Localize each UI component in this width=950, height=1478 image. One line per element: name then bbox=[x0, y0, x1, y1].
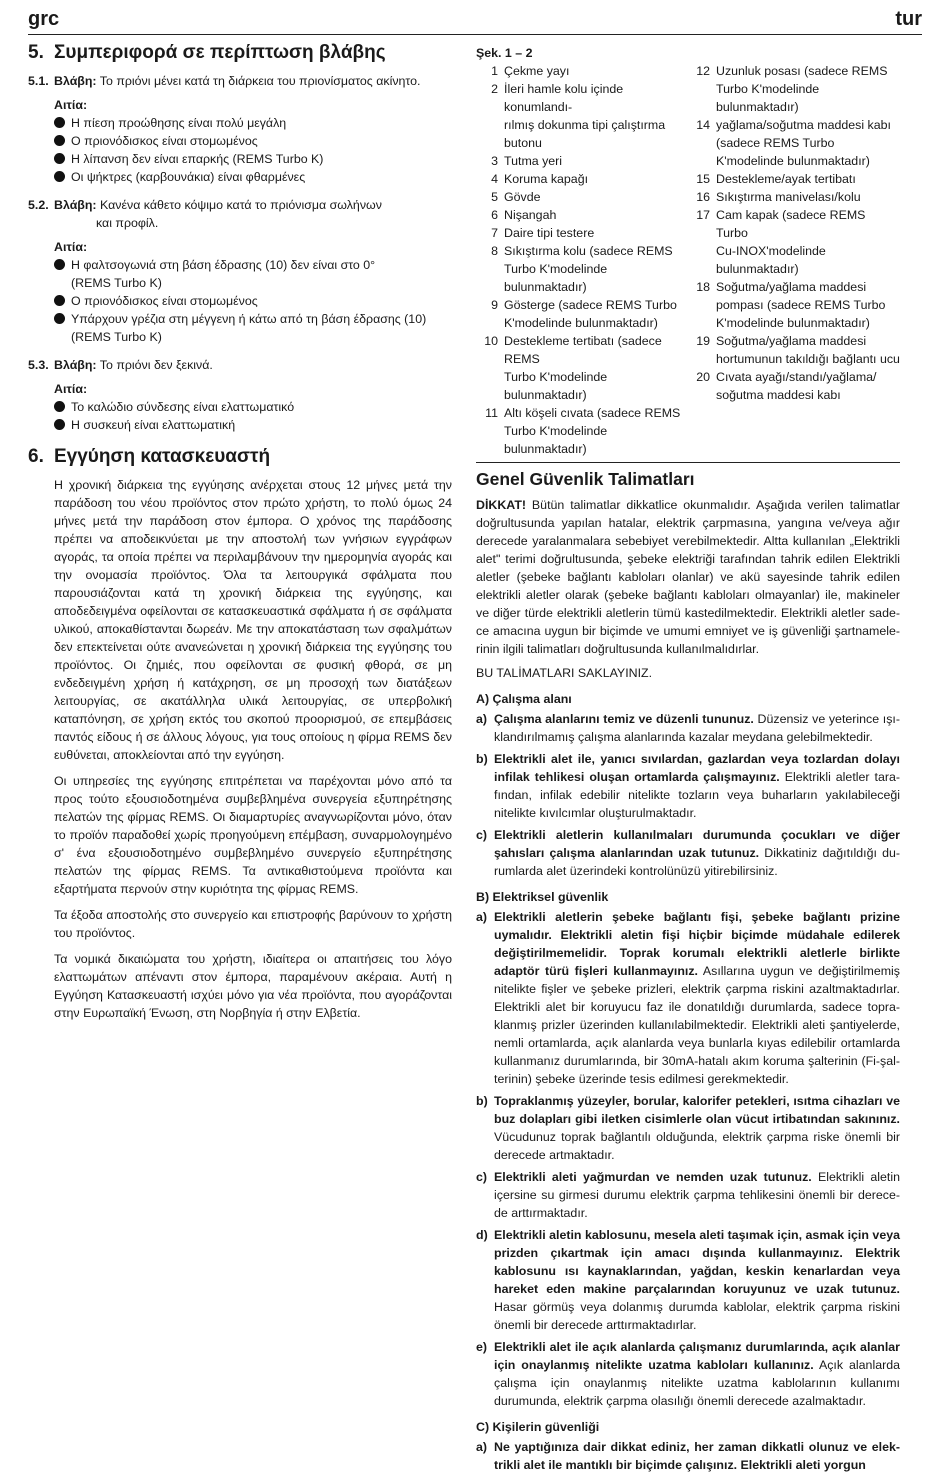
legend-item: 2 İleri hamle kolu içinde konumlandı- bbox=[491, 82, 624, 114]
legend-item: Cu-INOX'modelinde bulunmaktadır) bbox=[716, 244, 826, 276]
list-item: Οι ψήκτρες (καρβουνάκια) είναι φθαρμένες bbox=[54, 168, 452, 186]
legend-item: 19 Soğutma/yağlama maddesi bbox=[696, 334, 867, 348]
cause-list-5-1 bbox=[28, 114, 452, 186]
language-code-right: tur bbox=[895, 8, 922, 30]
save-instructions-note: BU TALİMATLARI SAKLAYINIZ. bbox=[476, 666, 653, 680]
legend-item: pompası (sadece REMS Turbo bbox=[716, 298, 886, 312]
safety-title: Genel Güvenlik Talimatları bbox=[476, 469, 695, 489]
legend-item: 17 Cam kapak (sadece REMS Turbo bbox=[696, 208, 866, 240]
figure-legend bbox=[476, 62, 900, 458]
legend-item: 1 Çekme yayı bbox=[491, 64, 570, 78]
legend-item: 10 Destekleme tertibatı (sadece REMS bbox=[484, 334, 662, 366]
figure-legend-title: Şek. 1 – 2 bbox=[476, 46, 533, 60]
page-header bbox=[28, 8, 922, 34]
fault-5-3: 5.3. Βλάβη: Το πριόνι δεν ξεκινά. bbox=[28, 358, 213, 372]
legend-item: 11 Altı köşeli cıvata (sadece REMS bbox=[485, 406, 681, 420]
list-item: Το καλώδιο σύνδεσης είναι ελαττωματικό bbox=[54, 398, 452, 416]
cause-label: Αιτία: bbox=[54, 382, 88, 396]
legend-column-right bbox=[688, 62, 900, 458]
safety-section-title: C) Kişilerin güvenliği bbox=[476, 1420, 600, 1434]
legend-item: 8 Sıkıştırma kolu (sadece REMS bbox=[491, 244, 673, 258]
legend-item: 7 Daire tipi testere bbox=[491, 226, 595, 240]
legend-item: 4 Koruma kapağı bbox=[491, 172, 589, 186]
legend-item: 9 Gösterge (sadece REMS Turbo bbox=[491, 298, 677, 312]
bullet-icon bbox=[54, 153, 65, 164]
legend-item: 18 Soğutma/yağlama maddesi bbox=[696, 280, 867, 294]
safety-item: a) Çalışma alanlarını temiz ve düzenli tununuz. Düzensiz ve yeterince ışı-klandırılmamış çalışma alanlarında kazalar meydana gelebilmektedir. bbox=[476, 712, 900, 744]
bullet-icon bbox=[54, 419, 65, 430]
fault-5-1: 5.1. Βλάβη: Το πριόνι μένει κατά τη διάρκεια του πριονίσματος ακίνητο. bbox=[28, 74, 421, 88]
list-item: Η φαλτσογωνιά στη βάση έδρασης (10) δεν είναι στο 0° (REMS Turbo K) bbox=[54, 256, 452, 292]
safety-item: a) Ne yaptığınıza dair dikkat ediniz, her zaman dikkatli olunuz ve elek-trikli alet ile mantıklı bir biçimde çalışınız. Elektrikli aleti yorgun bbox=[476, 1440, 900, 1472]
language-code-left: grc bbox=[28, 8, 60, 30]
legend-item: rılmış dokunma tipi çalıştırma butonu bbox=[504, 118, 666, 150]
legend-item: Turbo K'modelinde bulunmaktadır) bbox=[504, 424, 608, 456]
warranty-paragraph: Τα νομικά δικαιώματα του χρήστη, ιδιαίτερα οι απαιτήσεις του λόγο ελαττωμάτων απέναντι στον έμπορα, παραμένουν ακέραια. Αυτή η Εγγύηση Κατασκευαστή ισχύει μόνο για νέα προϊόντα, που αγοράζονται στην Ευρωπαϊκή Ένωση, στη Νορβηγία ή στην Ελβετία. bbox=[54, 952, 452, 1020]
fault-5-2: 5.2. Βλάβη: Κανένα κάθετο κόψιμο κατά το πριόνισμα σωλήνων και προφίλ. bbox=[28, 198, 382, 230]
bullet-icon bbox=[54, 117, 65, 128]
bullet-icon bbox=[54, 259, 65, 270]
bullet-icon bbox=[54, 401, 65, 412]
bullet-icon bbox=[54, 313, 65, 324]
safety-item: b) Topraklanmış yüzeyler, borular, kalorifer petekleri, ısıtma cihazları ve buz dolapları gibi iletken cisimlerle olan vücut irtibatından sakınınız. Vücudunuz toprak bağlantılı olduğunda, elektrik çarpma riske önemli bir derecede artmaktadır. bbox=[476, 1094, 900, 1162]
cause-label: Αιτία: bbox=[54, 240, 88, 254]
list-item: Υπάρχουν γρέζια στη μέγγενη ή κάτω από τη βάση έδρασης (10) (REMS Turbo K) bbox=[54, 310, 452, 346]
list-item: Ο πριονόδισκος είναι στομωμένος bbox=[54, 292, 452, 310]
safety-section-title: A) Çalışma alanı bbox=[476, 692, 572, 706]
list-item: Η πίεση προώθησης είναι πολύ μεγάλη bbox=[54, 114, 452, 132]
safety-item: b) Elektrikli alet ile, yanıcı sıvılardan, gazlardan veya tozlardan dolayı infilak tehlikesi oluşan ortamlarda çalışmayınız. Elektrikli aletler tara-fından, infilak edebilir nitelikte tozların veya buharların yakılabileceği nitelikte kıvılcımlar oluşturulmaktadır. bbox=[476, 752, 900, 820]
bullet-icon bbox=[54, 171, 65, 182]
warranty-paragraph: Τα έξοδα αποστολής στο συνεργείο και επιστροφής βαρύνουν το χρήστη του προϊόντος. bbox=[54, 908, 452, 940]
warranty-paragraph: Οι υπηρεσίες της εγγύησης επιτρέπεται να παρέχονται μόνο από τα προς τούτο εξουσιοδοτημένα συμβεβλημένα συνεργεία εξυπηρέτησης πελατών της φίρμας REMS. Οι διαμαρτυρίες αναγνωρίζονται μόνο, όταν το προϊόν παραδοθεί χωρίς προηγούμενη επέμβαση, συναρμολογημένο σ' ένα εξουσιοδοτημένο συμβεβλημένο συνεργείο εξυπηρέτησης πελατών της φίρμας REMS. Τα αντικαθιστούμενα προϊόντα και εξαρτήματα περνούν στην κυριότητα της φίρμας REMS. bbox=[54, 774, 452, 896]
cause-list-5-3 bbox=[28, 398, 452, 434]
legend-item: soğutma maddesi kabı bbox=[716, 388, 841, 402]
list-item: Ο πριονόδισκος είναι στομωμένος bbox=[54, 132, 452, 150]
safety-intro: DİKKAT! Bütün talimatlar dikkatlice okunmalıdır. Aşağıda verilen talimatlar doğrultusunda yapılan hatalar, elektrik çarpmasına, yangına ve/veya ağır derecede yaralanmalara sebebiyet verebilmektedir. Altta kullanılan „Elektrikli alet" terimi doğrultusunda, şebeke elektriği tarafından tahrik edilen Elektrikli aletler (şebeke bağlantı kabloları olanlar) ve akü sayesinde tahrik edilen elektrikli aletler olarak (şebeke bağlantı kabloları olmayanlar) ile, makineler ve diğer türde elektrikli aletlerin tümü kastedilmektedir. Elektrikli aletler sade-ce amacına uygun bir biçimde ve umumi emniyet ve iş güvenliği şartnamele-rinin ilgili talimatları doğrultusunda kullanılmalıdırlar. bbox=[476, 498, 900, 656]
safety-sections bbox=[476, 692, 900, 1474]
cause-label: Αιτία: bbox=[54, 98, 88, 112]
bullet-icon bbox=[54, 135, 65, 146]
legend-item: K'modelinde bulunmaktadır) bbox=[716, 316, 870, 330]
legend-item: (sadece REMS Turbo bbox=[716, 136, 835, 150]
legend-item: 6 Nişangah bbox=[491, 208, 557, 222]
safety-item: c) Elektrikli aleti yağmurdan ve nemden uzak tutunuz. Elektrikli aletin içersine su girmesi durumu elektrik çarpma tehlikesini önemli bir derece-de arttırmaktadır. bbox=[476, 1170, 900, 1220]
safety-item: d) Elektrikli aletin kablosunu, mesela aleti taşımak için, asmak için veya prizden çıkartmak için amacı dışında kullanmayınız. Elektrik kablosunu ısı kaynaklarından, yağdan, keskin kenarlardan veya hareket eden makine parçalarından koruyunuz ve uzak tutunuz. Hasar görmüş veya dolanmış durumda kablolar, elektrik çarpma riskini önemli bir derecede arttırmaktadırlar. bbox=[476, 1228, 900, 1332]
legend-item: 16 Sıkıştırma manivelası/kolu bbox=[696, 190, 861, 204]
legend-item: Turbo K'modelinde bulunmaktadır) bbox=[504, 370, 608, 402]
section-6-heading: 6. Εγγύηση κατασκευαστή bbox=[28, 446, 271, 467]
left-column bbox=[28, 40, 452, 1022]
safety-section-title: B) Elektriksel güvenlik bbox=[476, 890, 609, 904]
legend-item: 12 Uzunluk posası (sadece REMS bbox=[696, 64, 888, 78]
cause-list-5-2 bbox=[28, 256, 452, 346]
right-column bbox=[476, 40, 900, 1478]
header-rule bbox=[28, 34, 922, 35]
legend-item: 15 Destekleme/ayak tertibatı bbox=[696, 172, 856, 186]
legend-item: K'modelinde bulunmaktadır) bbox=[716, 154, 870, 168]
legend-item: Turbo K'modelinde bulunmaktadır) bbox=[504, 262, 608, 294]
legend-item: 20 Cıvata ayağı/standı/yağlama/ bbox=[696, 370, 877, 384]
bullet-icon bbox=[54, 295, 65, 306]
list-item: Η λίπανση δεν είναι επαρκής (REMS Turbo K) bbox=[54, 150, 452, 168]
legend-item: 5 Gövde bbox=[491, 190, 541, 204]
safety-item: e) Elektrikli alet ile açık alanlarda çalışmanız durumlarında, açık alanlar için onaylanmış nitelikte uzatma kabloları kullanınız. Açık alanlarda çalışma için onaylanmış nitelikte uzatma kablolarının kullanımı durumunda, elektrik çarpma olasılığı önemli derecede azalmaktadır. bbox=[476, 1340, 900, 1408]
legend-rule bbox=[476, 462, 900, 463]
safety-item: a) Elektrikli aletlerin şebeke bağlantı fişi, şebeke bağlantı prizine uymalıdır. Elektrikli aletin fişi hiçbir biçimde müdahale edilerek değiştirilmemelidir. Toprak korumalı elektrikli aletlerle birlikte adaptör türü fişleri kullanmayınız. Asıllarına uygun ve değiştirilmemiş nitelikte fişler ve şebeke prizleri, elektrik çarpma riskini azaltmaktadırlar. Elektrikli alet bir koruyucu faz ile donatıldığı durumlarda, sadece topra-klanmış prizler üzerinden kullanılabilmektedir. Elektrikli aleti şantiyelerde, nemli ortamlarda, açık alanlarda veya bunlarla kıyas edilebilir ortamlarda kullanmanız durumlarında, bir 30mA-hatalı akım koruma şalterinin (Fi-şal-terinin) şebeke üzerinde tesis edilmesi gerekmektedir. bbox=[476, 910, 900, 1086]
legend-item: 3 Tutma yeri bbox=[491, 154, 563, 168]
legend-item: hortumunun takıldığı bağlantı ucu bbox=[716, 352, 900, 366]
legend-column-left bbox=[476, 62, 688, 458]
list-item: Η συσκευή είναι ελαττωματική bbox=[54, 416, 452, 434]
legend-item: K'modelinde bulunmaktadır) bbox=[504, 316, 658, 330]
legend-item: 14 yağlama/soğutma maddesi kabı bbox=[696, 118, 891, 132]
section-5-heading: 5. Συμπεριφορά σε περίπτωση βλάβης bbox=[28, 42, 386, 63]
safety-item: c) Elektrikli aletlerin kullanılmaları durumunda çocukları ve diğer şahısları çalışma alanlarından uzak tutunuz. Dikkatiniz dağıtıldığı du-rumlarda alet üzerindeki kontrolünüzü yitirebilirsiniz. bbox=[476, 828, 900, 878]
warranty-paragraph: Η χρονική διάρκεια της εγγύησης ανέρχεται στους 12 μήνες μετά την παράδοση του νέου προϊόντος στον πρώτο χρήστη, το πολύ όμως 24 μήνες μετά την παράδοση στον έμπορα. Ο χρόνος της παράδοσης πρέπει να αποδεικνύεται με την αποστολή των γνήσιων εγγράφων αγοράς, τα οποία πρέπει να περιλαμβάνουν την ημερομηνία αγοράς και την ονομασία προϊόντος. Όλα τα λειτουργικά σφάλματα που παρουσιάζονται κατά τη χρονική διάρκεια της εγγύησης, και αποδεδειγμένα οφείλονται σε κατασκευαστικά σφάλματα ή σε σφάλματα υλικού, αποκαθίστανται δωρεάν. Με την αποκατάσταση των σφαλμάτων δεν επεκτείνεται ούτε ανανεώνεται η χρονική διάρκεια της εγγύησης του προϊόντος. Οι ζημιές, που οφείλονται σε φυσική φθορά, σε μη ενδεδειγμένη χρήση ή κατάχρηση, σε μη προσοχή των διατάξεων λειτουργίας, σε ακατάλληλα υλικά λειτουργίας, σε υπερβολική καταπόνηση, σε χρήση εκτός του σκοπού προορισμού, σε επεμβάσεις παντός είδους ή σε άλλους λόγους, για τους οποίους η φίρμα REMS δεν ευθύνεται, αποκλείονται από την εγγύηση. bbox=[54, 478, 452, 762]
legend-item: Turbo K'modelinde bulunmaktadır) bbox=[716, 82, 820, 114]
